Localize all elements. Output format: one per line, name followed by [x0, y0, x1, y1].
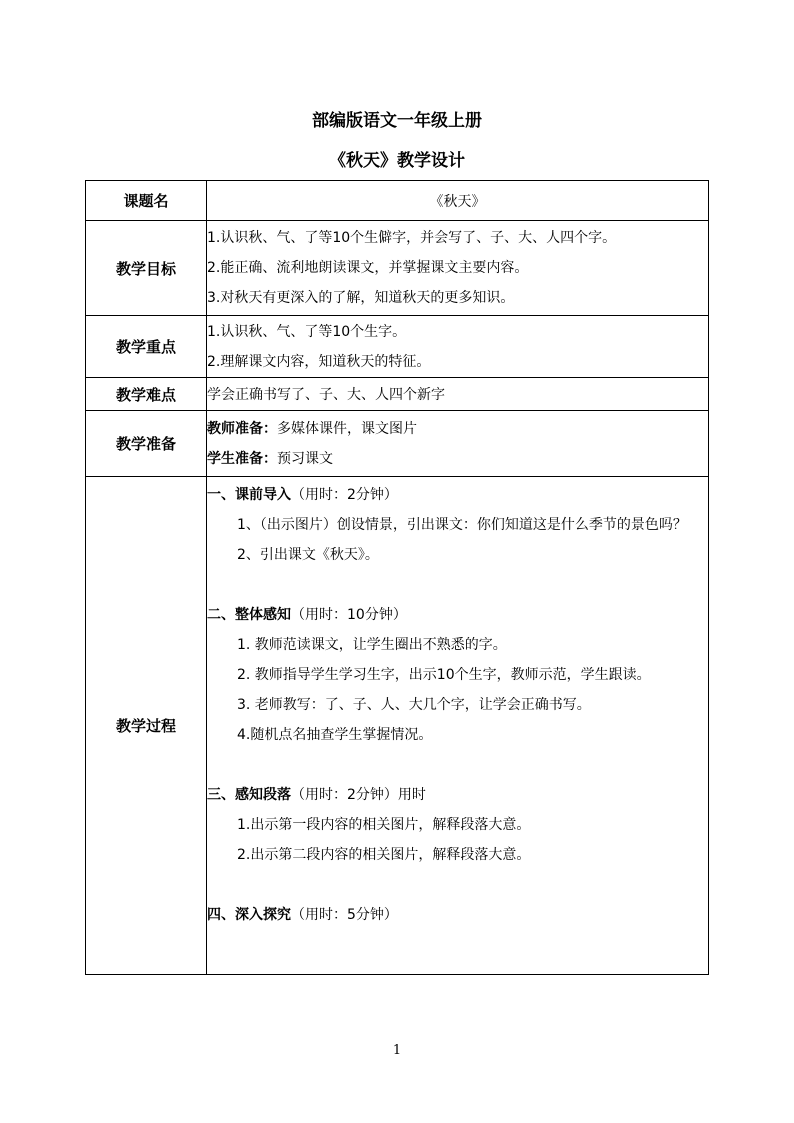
spacer — [207, 750, 708, 780]
row-preparation — [86, 411, 709, 477]
process-section-2-item: 4.随机点名抽查学生掌握情况。 — [237, 727, 433, 743]
label-difficulty: 教学难点 — [86, 378, 207, 411]
cell-process — [207, 477, 709, 975]
label-process: 教学过程 — [86, 477, 207, 975]
goal-item: 1.认识秋、气、了等10个生僻字，并会写了、子、大、人四个字。 — [207, 230, 617, 246]
process-section-1-item: 2、引出课文《秋天》。 — [237, 547, 379, 563]
student-prep-label: 学生准备： — [207, 450, 277, 467]
process-section-3-item: 1.出示第一段内容的相关图片，解释段落大意。 — [237, 817, 531, 833]
spacer — [207, 570, 708, 600]
row-goals — [86, 221, 709, 316]
student-prep-value: 预习课文 — [277, 450, 333, 467]
key-point-item: 1.认识秋、气、了等10个生字。 — [207, 323, 407, 340]
page-number: 1 — [392, 1043, 402, 1058]
label-preparation: 教学准备 — [86, 411, 207, 477]
process-section-4-heading: 四、深入探究（用时：5分钟） — [207, 907, 398, 923]
teacher-preparation — [207, 414, 708, 444]
process-section-2-item: 1. 教师范读课文，让学生圈出不熟悉的字。 — [237, 637, 507, 653]
goal-item: 2.能正确、流利地朗读课文，并掌握课文主要内容。 — [207, 260, 529, 276]
document-title: 部编版语文一年级上册 — [312, 111, 482, 131]
process-section-2-heading: 二、整体感知（用时：10分钟） — [207, 607, 407, 623]
process-section-2-item: 2. 教师指导学生学习生字，出示10个生字，教师示范，学生跟读。 — [237, 667, 651, 683]
teacher-prep-value: 多媒体课件，课文图片 — [277, 420, 417, 437]
cell-key-points — [207, 316, 709, 378]
value-difficulty: 学会正确书写了、子、大、人四个新字 — [207, 378, 709, 411]
row-difficulty — [86, 378, 709, 411]
label-topic: 课题名 — [86, 181, 207, 221]
cell-goals — [207, 221, 709, 316]
label-goals: 教学目标 — [86, 221, 207, 316]
row-process — [86, 477, 709, 975]
process-section-1-heading: 一、课前导入（用时：2分钟） — [207, 487, 398, 503]
process-section-3-item: 2.出示第二段内容的相关图片，解释段落大意。 — [237, 847, 531, 863]
process-section-1-item: 1、（出示图片）创设情景，引出课文：你们知道这是什么季节的景色吗？ — [237, 517, 687, 533]
key-point-item: 2.理解课文内容，知道秋天的特征。 — [207, 353, 431, 370]
cell-preparation — [207, 411, 709, 477]
label-key-points: 教学重点 — [86, 316, 207, 378]
row-key-points — [86, 316, 709, 378]
document-subtitle: 《秋天》教学设计 — [329, 151, 465, 171]
process-section-3-heading: 三、感知段落（用时：2分钟）用时 — [207, 787, 426, 803]
row-topic — [86, 181, 709, 221]
process-section-2-item: 3. 老师教写：了、子、人、大几个字，让学会正确书写。 — [237, 697, 591, 713]
student-preparation — [207, 444, 708, 474]
lesson-plan-table — [85, 180, 709, 975]
spacer — [207, 870, 708, 900]
teacher-prep-label: 教师准备： — [207, 420, 277, 437]
goal-item: 3.对秋天有更深入的了解，知道秋天的更多知识。 — [207, 290, 515, 306]
value-topic: 《秋天》 — [207, 181, 709, 221]
